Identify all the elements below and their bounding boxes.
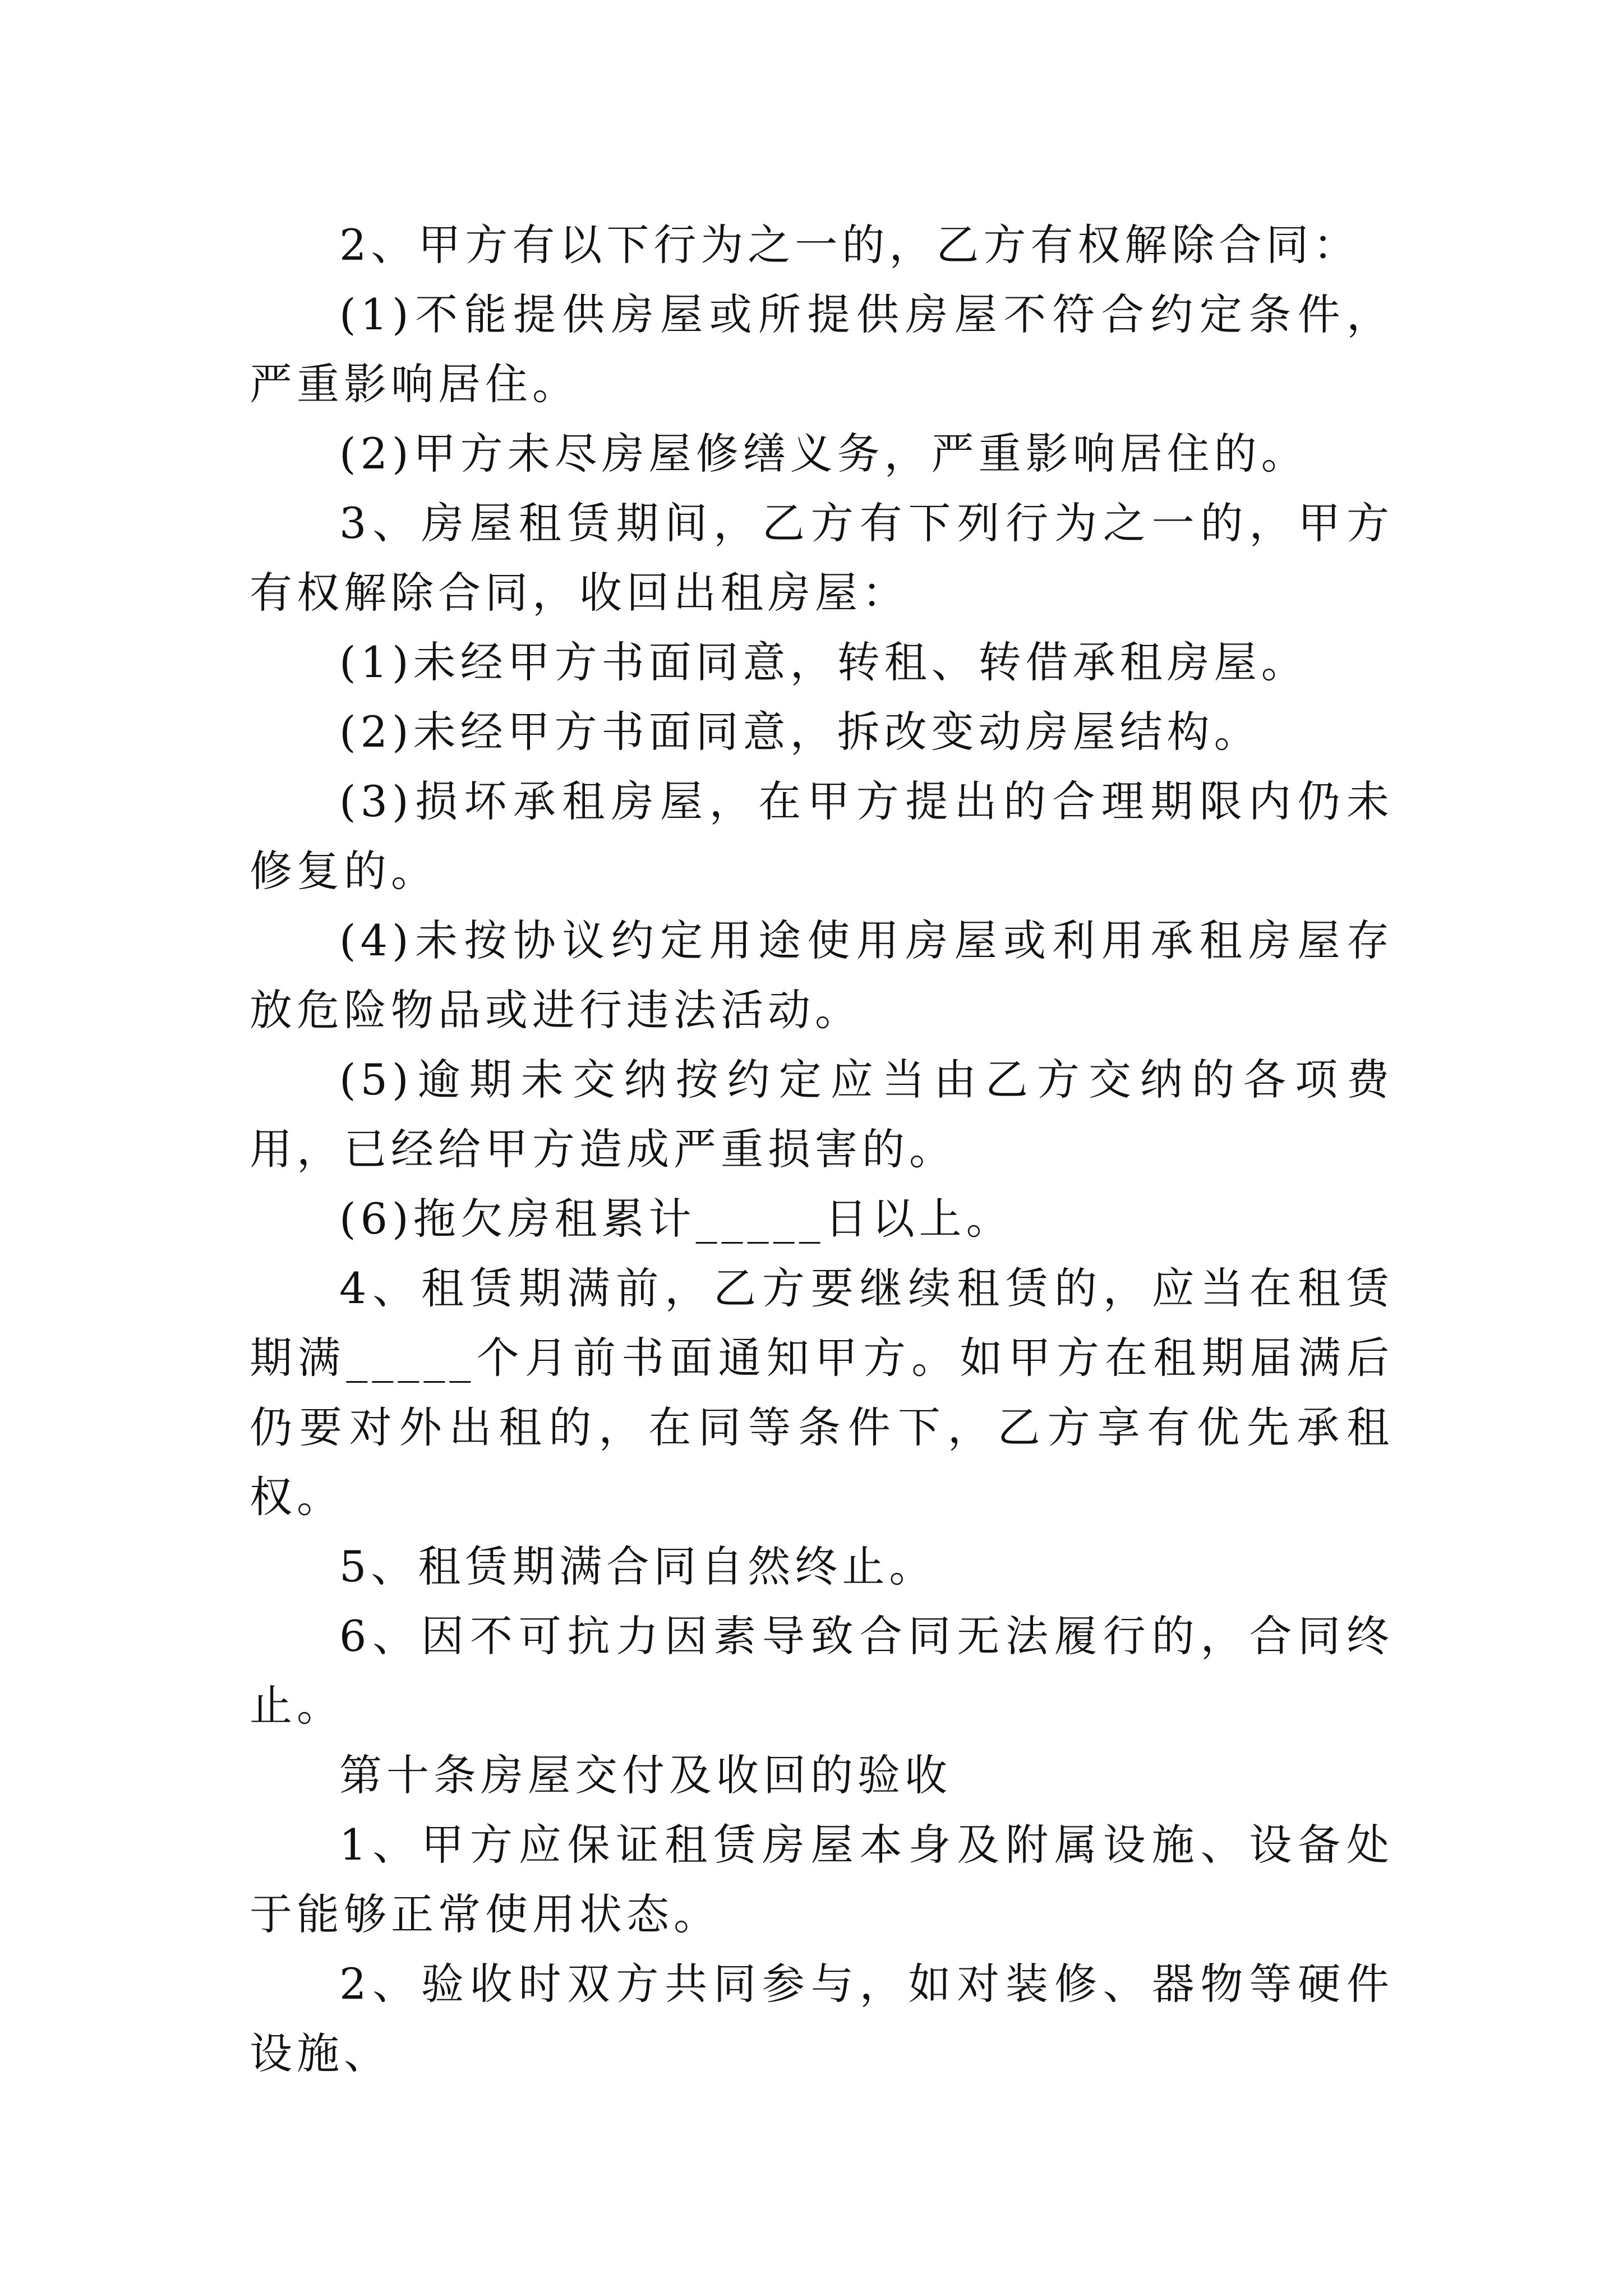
paragraph-clause-3-item-2: (2)未经甲方书面同意，拆改变动房屋结构。 — [339, 707, 1261, 757]
document-body — [250, 210, 1394, 2088]
paragraph-clause-2-item-1: (1)不能提供房屋或所提供房屋不符合约定条件，严重影响居住。 — [250, 289, 1394, 409]
paragraph-clause-3-item-3: (3)损坏承租房屋，在甲方提出的合理期限内仍未修复的。 — [250, 776, 1394, 896]
section-heading-article-10: 第十条房屋交付及收回的验收 — [339, 1750, 952, 1800]
paragraph-clause-2-item-2: (2)甲方未尽房屋修缮义务，严重影响居住的。 — [339, 429, 1308, 478]
paragraph-clause-6: 6、因不可抗力因素导致合同无法履行的，合同终止。 — [250, 1611, 1394, 1731]
paragraph-clause-2: 2、甲方有以下行为之一的，乙方有权解除合同： — [339, 220, 1361, 270]
paragraph-clause-3-item-4: (4)未按协议约定用途使用房屋或利用承租房屋存放危险物品或进行违法活动。 — [250, 915, 1394, 1035]
paragraph-clause-5: 5、租赁期满合同自然终止。 — [339, 1542, 937, 1591]
paragraph-clause-3-item-6: (6)拖欠房租累计_____日以上。 — [339, 1194, 1013, 1244]
paragraph-clause-3-item-5: (5)逾期未交纳按约定应当由乙方交纳的各项费用，已经给甲方造成严重损害的。 — [250, 1055, 1394, 1174]
paragraph-clause-3-item-1: (1)未经甲方书面同意，转租、转借承租房屋。 — [339, 637, 1308, 687]
paragraph-clause-3: 3、房屋租赁期间，乙方有下列行为之一的，甲方有权解除合同，收回出租房屋： — [250, 498, 1394, 618]
paragraph-clause-4: 4、租赁期满前，乙方要继续租赁的，应当在租赁期满_____个月前书面通知甲方。如甲方在租期届满后仍要对外出租的，在同等条件下，乙方享有优先承租权。 — [250, 1263, 1394, 1522]
paragraph-article-10-item-1: 1、甲方应保证租赁房屋本身及附属设施、设备处于能够正常使用状态。 — [250, 1820, 1394, 1939]
paragraph-article-10-item-2: 2、验收时双方共同参与，如对装修、器物等硬件设施、 — [250, 1959, 1394, 2078]
